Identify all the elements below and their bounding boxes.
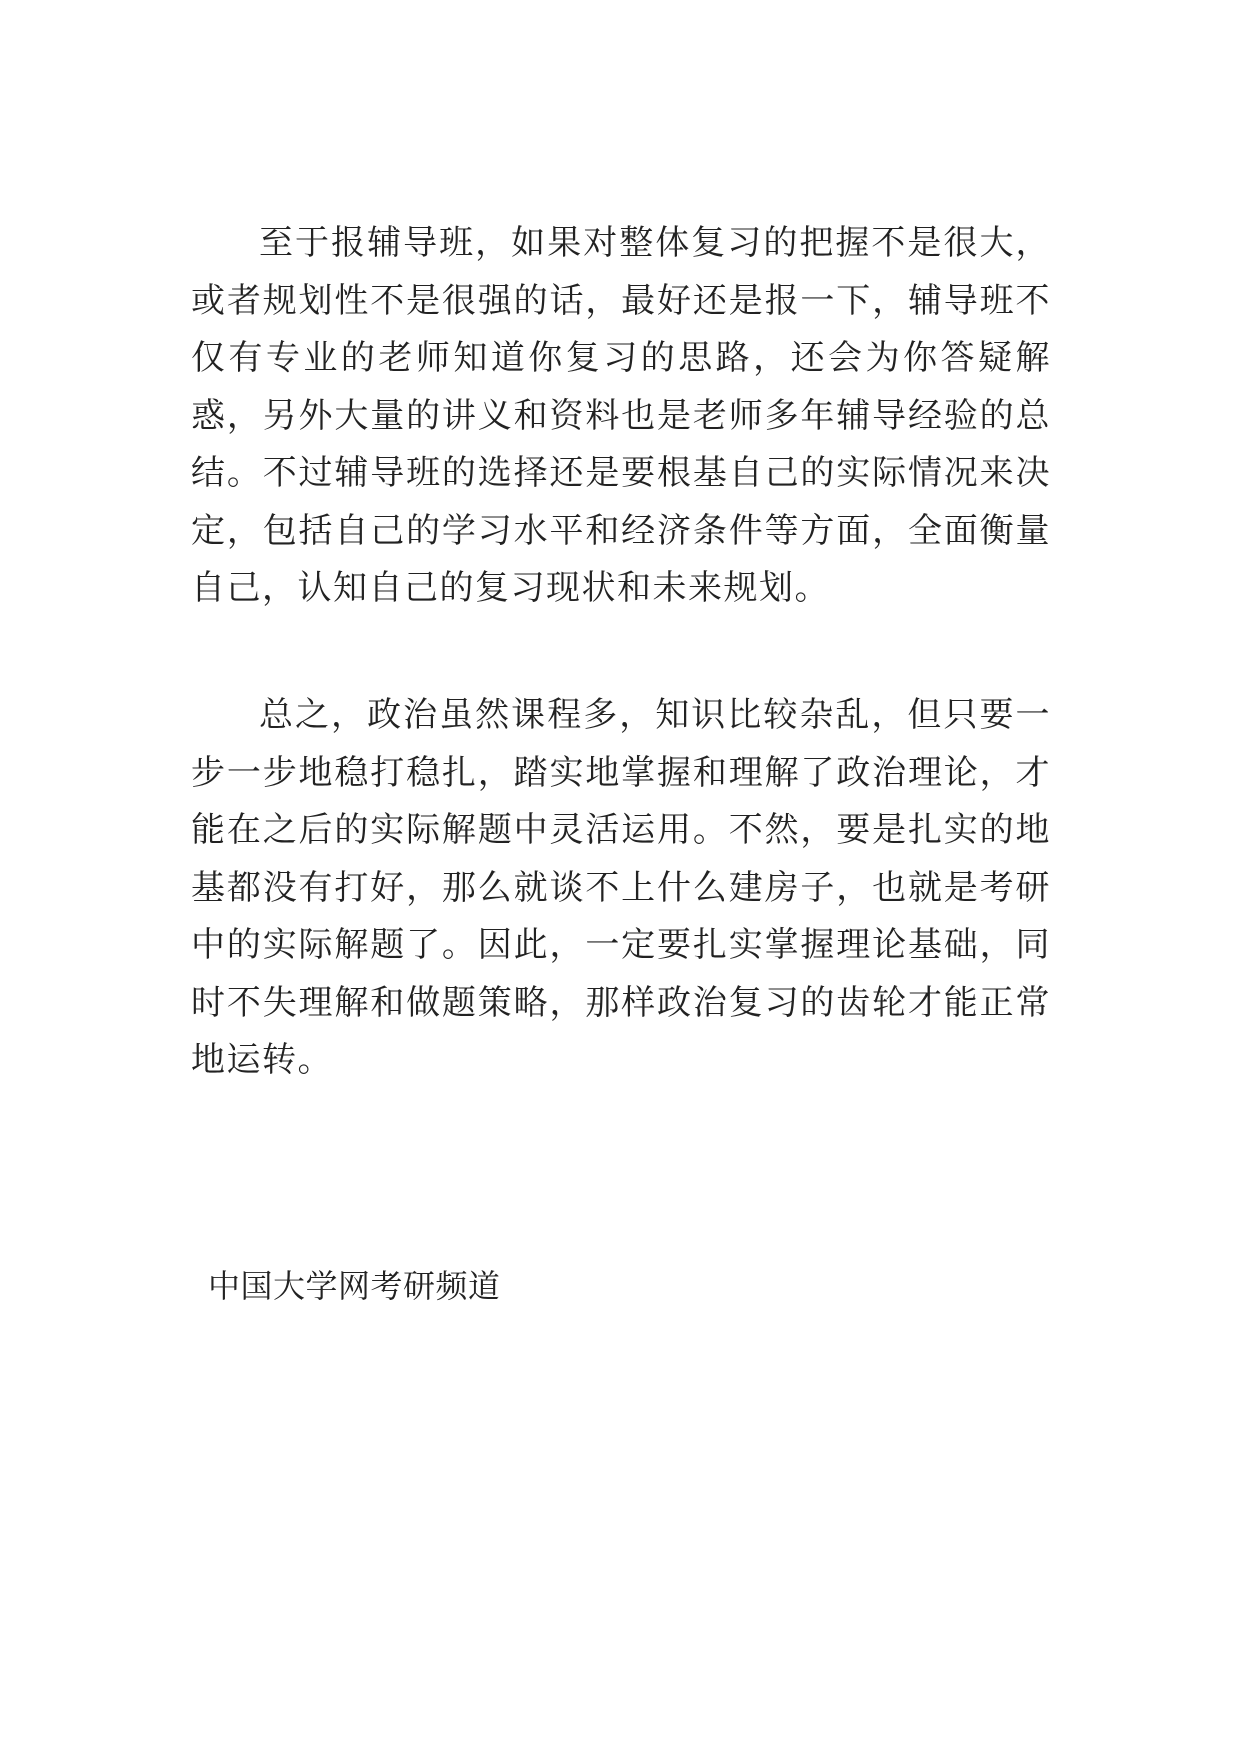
source-footer: 中国大学网考研频道 [208,1267,501,1305]
paragraph-conclusion: 总之，政治虽然课程多，知识比较杂乱，但只要一步一步地稳打稳扎，踏实地掌握和理解了政治理论，才能在之后的实际解题中灵活运用。不然，要是扎实的地基都没有打好，那么就谈不上什么建房子，也就是考研中的实际解题了。因此，一定要扎实掌握理论基础，同时不失理解和做题策略，那样政治复习的齿轮才能正常地运转。 [191,695,1051,1080]
paragraph-tutoring-class: 至于报辅导班，如果对整体复习的把握不是很大，或者规划性不是很强的话，最好还是报一下，辅导班不仅有专业的老师知道你复习的思路，还会为你答疑解惑，另外大量的讲义和资料也是老师多年辅导经验的总结。不过辅导班的选择还是要根基自己的实际情况来决定，包括自己的学习水平和经济条件等方面，全面衡量自己，认知自己的复习现状和未来规划。 [191,223,1051,608]
